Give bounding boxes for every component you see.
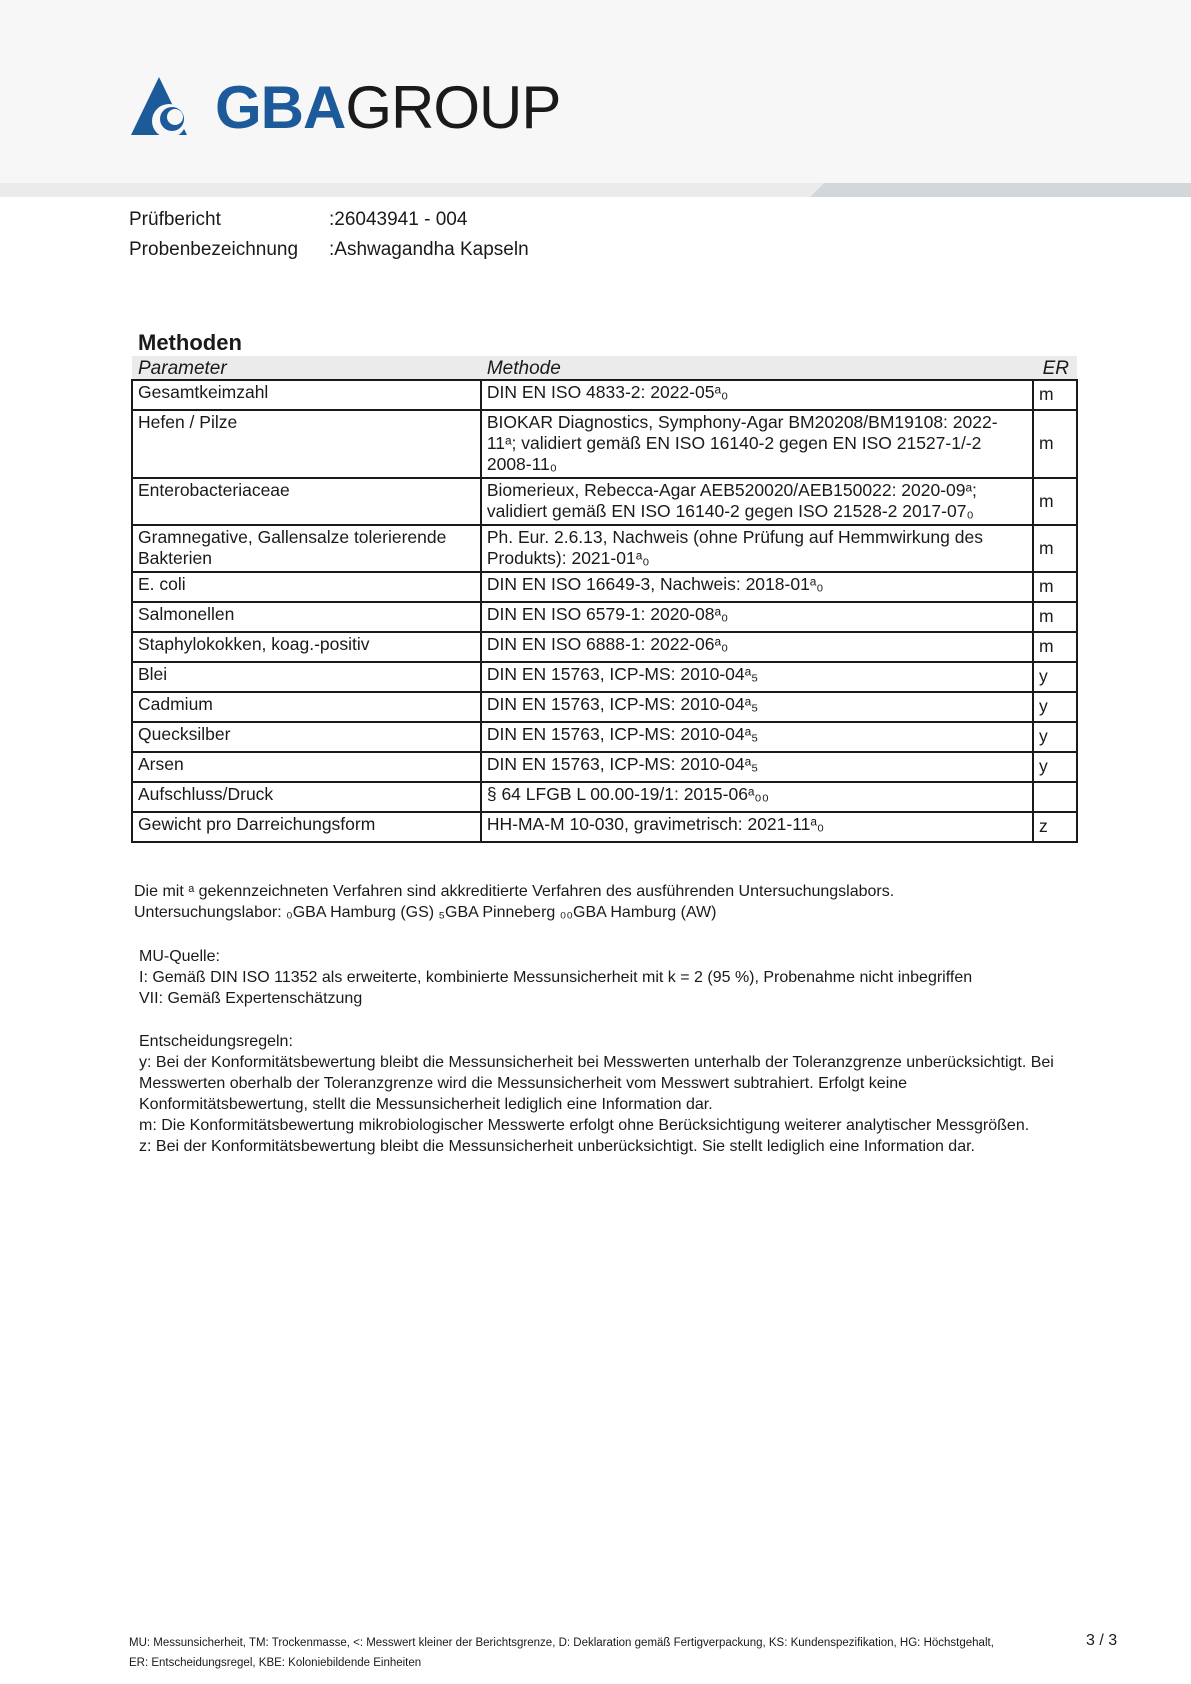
cell-method: BIOKAR Diagnostics, Symphony-Agar BM20208/BM19108: 2022-11ᵃ; validiert gemäß EN ISO 16140-2 gegen EN ISO 21527-1/-2 2008-11₀	[481, 410, 1033, 478]
cell-method: Biomerieux, Rebecca-Agar AEB520020/AEB150022: 2020-09ᵃ; validiert gemäß EN ISO 16140-2 gegen ISO 21528-2 2017-07₀	[481, 478, 1033, 525]
mu-source-title: MU-Quelle:	[139, 948, 220, 965]
cell-er: m	[1033, 632, 1077, 662]
table-row	[132, 722, 1077, 752]
table-row	[132, 692, 1077, 722]
cell-er: y	[1033, 722, 1077, 752]
cell-parameter: Quecksilber	[132, 722, 481, 752]
mu-source-line: VII: Gemäß Expertenschätzung	[139, 990, 363, 1007]
cell-method: DIN EN 15763, ICP-MS: 2010-04ᵃ₅	[481, 692, 1033, 722]
cell-parameter: Gramnegative, Gallensalze tolerierende Bakterien	[132, 525, 481, 572]
table-row	[132, 662, 1077, 692]
cell-method: HH-MA-M 10-030, gravimetrisch: 2021-11ᵃ₀	[481, 812, 1033, 842]
cell-method: DIN EN 15763, ICP-MS: 2010-04ᵃ₅	[481, 722, 1033, 752]
header-stripe-accent	[810, 183, 1191, 197]
methods-table	[131, 356, 1078, 843]
cell-parameter: Hefen / Pilze	[132, 410, 481, 478]
labs-note: Untersuchungslabor: ₀GBA Hamburg (GS) ₅GBA Pinneberg ₀₀GBA Hamburg (AW)	[134, 904, 717, 921]
cell-method: § 64 LFGB L 00.00-19/1: 2015-06ᵃ₀₀	[481, 782, 1033, 812]
cell-er: m	[1033, 572, 1077, 602]
cell-method: DIN EN ISO 6579-1: 2020-08ᵃ₀	[481, 602, 1033, 632]
decision-rules-title: Entscheidungsregeln:	[139, 1033, 293, 1050]
decision-rule-line: z: Bei der Konformitätsbewertung bleibt die Messunsicherheit unberücksichtigt. Sie stellt lediglich eine Information dar.	[139, 1138, 975, 1155]
cell-parameter: Gewicht pro Darreichungsform	[132, 812, 481, 842]
cell-method: DIN EN 15763, ICP-MS: 2010-04ᵃ₅	[481, 662, 1033, 692]
cell-parameter: Cadmium	[132, 692, 481, 722]
methods-title: Methoden	[138, 330, 242, 355]
column-header-er: ER	[1033, 356, 1077, 380]
table-row	[132, 380, 1077, 410]
table-row	[132, 525, 1077, 572]
cell-er: z	[1033, 812, 1077, 842]
sample-name-value: :Ashwagandha Kapseln	[329, 239, 529, 260]
cell-er: y	[1033, 662, 1077, 692]
cell-parameter: Blei	[132, 662, 481, 692]
cell-er: m	[1033, 380, 1077, 410]
cell-method: DIN EN 15763, ICP-MS: 2010-04ᵃ₅	[481, 752, 1033, 782]
table-row	[132, 812, 1077, 842]
cell-er	[1033, 782, 1077, 812]
cell-parameter: Salmonellen	[132, 602, 481, 632]
cell-parameter: Enterobacteriaceae	[132, 478, 481, 525]
gba-triangle-logo-icon	[131, 77, 203, 137]
cell-parameter: Gesamtkeimzahl	[132, 380, 481, 410]
cell-er: y	[1033, 692, 1077, 722]
footer-line: MU: Messunsicherheit, TM: Trockenmasse, <: Messwert kleiner der Berichtsgrenze, D: Deklaration gemäß Fertigverpackung, KS: Kundenspezifikation, HG: Höchstgehalt,	[129, 1637, 994, 1649]
report-number-label: Prüfbericht	[129, 209, 221, 230]
cell-method: Ph. Eur. 2.6.13, Nachweis (ohne Prüfung auf Hemmwirkung des Produkts): 2021-01ᵃ₀	[481, 525, 1033, 572]
cell-er: m	[1033, 478, 1077, 525]
cell-method: DIN EN ISO 4833-2: 2022-05ᵃ₀	[481, 380, 1033, 410]
sample-name-label: Probenbezeichnung	[129, 239, 299, 260]
cell-er: m	[1033, 410, 1077, 478]
cell-er: m	[1033, 525, 1077, 572]
decision-rule-line: m: Die Konformitätsbewertung mikrobiologischer Messwerte erfolgt ohne Berücksichtigung weiterer analytischer Messgrößen.	[139, 1117, 1030, 1134]
accreditation-note: Die mit ᵃ gekennzeichneten Verfahren sind akkreditierte Verfahren des ausführenden Untersuchungslabors.	[134, 883, 895, 900]
table-row	[132, 478, 1077, 525]
logo-text-bold: GBA	[215, 74, 346, 141]
cell-method: DIN EN ISO 6888-1: 2022-06ᵃ₀	[481, 632, 1033, 662]
cell-er: m	[1033, 602, 1077, 632]
cell-parameter: Aufschluss/Druck	[132, 782, 481, 812]
table-row	[132, 602, 1077, 632]
methods-header-row	[132, 356, 1077, 380]
decision-rule-line: Konformitätsbewertung, stellt die Messunsicherheit lediglich eine Information dar.	[139, 1096, 713, 1113]
logo-text-light: GROUP	[345, 74, 561, 141]
company-logo	[131, 74, 561, 141]
decision-rule-line: Messwerten oberhalb der Toleranzgrenze wird die Messunsicherheit vom Messwert subtrahiert. Erfolgt keine	[139, 1075, 908, 1092]
page-number: 3 / 3	[1086, 1632, 1118, 1649]
footer-abbreviations	[129, 1633, 994, 1673]
cell-er: y	[1033, 752, 1077, 782]
table-row	[132, 752, 1077, 782]
mu-source-line: I: Gemäß DIN ISO 11352 als erweiterte, kombinierte Messunsicherheit mit k = 2 (95 %), Probenahme nicht inbegriffen	[139, 969, 973, 986]
table-row	[132, 632, 1077, 662]
cell-method: DIN EN ISO 16649-3, Nachweis: 2018-01ᵃ₀	[481, 572, 1033, 602]
table-row	[132, 410, 1077, 478]
column-header-method: Methode	[481, 356, 1033, 380]
footer-line: ER: Entscheidungsregel, KBE: Koloniebildende Einheiten	[129, 1657, 422, 1669]
table-row	[132, 572, 1077, 602]
cell-parameter: Staphylokokken, koag.-positiv	[132, 632, 481, 662]
decision-rule-line: y: Bei der Konformitätsbewertung bleibt die Messunsicherheit bei Messwerten unterhalb der Toleranzgrenze unberücksichtigt. Bei	[139, 1054, 1054, 1071]
report-number-value: :26043941 - 004	[329, 209, 468, 230]
cell-parameter: E. coli	[132, 572, 481, 602]
table-row	[132, 782, 1077, 812]
column-header-parameter: Parameter	[132, 356, 481, 380]
cell-parameter: Arsen	[132, 752, 481, 782]
